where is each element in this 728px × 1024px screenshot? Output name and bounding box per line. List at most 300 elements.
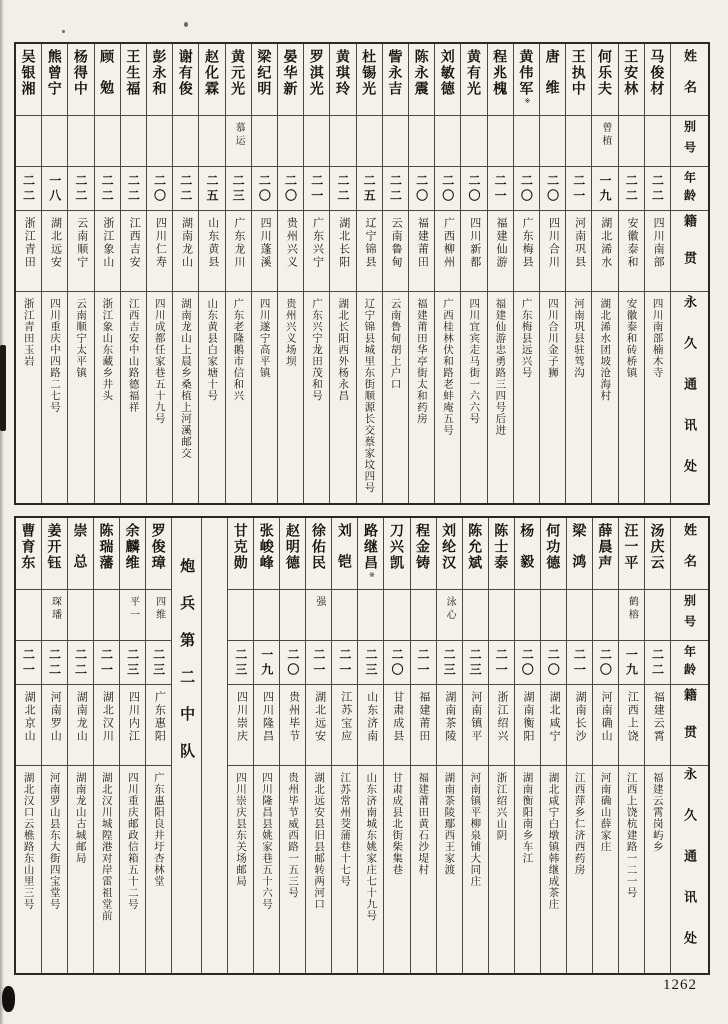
header-native: 籍贯 — [682, 688, 697, 762]
address-cell — [147, 292, 172, 503]
person-name-block — [416, 518, 430, 571]
roster-column — [145, 518, 171, 973]
name-cell — [226, 44, 251, 116]
address-cell — [540, 292, 565, 503]
person-address: 湖北远安县旧县邮转两河口 — [313, 772, 326, 910]
alias-cell — [593, 590, 618, 641]
name-cell — [411, 518, 436, 590]
person-name-block — [364, 518, 378, 579]
person-address: 河南罗山县东大街四宝堂号 — [48, 772, 61, 910]
person-age: 二五 — [204, 173, 219, 204]
roster-table-top — [14, 42, 710, 505]
person-native-place: 福建仙游 — [494, 217, 507, 269]
age-cell — [540, 167, 565, 211]
person-native-place: 江西上饶 — [626, 691, 639, 743]
header-alias-cell — [671, 116, 708, 167]
name-cell — [488, 44, 513, 116]
person-age: 一九 — [624, 647, 639, 678]
age-cell — [384, 641, 409, 685]
person-name: 崇总 — [72, 523, 89, 585]
address-cell — [306, 766, 331, 973]
person-name: 杨得中 — [72, 49, 89, 97]
person-age: 二二 — [335, 173, 350, 204]
alias-cell — [357, 116, 382, 167]
name-cell — [16, 44, 41, 116]
person-native-place: 江西吉安 — [128, 217, 141, 269]
native-place-cell — [409, 211, 434, 292]
name-cell — [358, 518, 383, 590]
name-cell — [304, 44, 329, 116]
age-cell — [592, 167, 617, 211]
header-address-cell — [671, 292, 708, 503]
alias-cell — [515, 590, 540, 641]
age-cell — [42, 641, 67, 685]
native-place-cell — [42, 211, 67, 292]
roster-column — [644, 518, 670, 973]
person-name-block — [100, 44, 114, 111]
native-place-cell — [147, 211, 172, 292]
address-cell — [566, 292, 591, 503]
address-cell — [515, 766, 540, 973]
person-native-place: 浙江青田 — [23, 217, 36, 269]
native-place-cell — [540, 211, 565, 292]
name-cell — [435, 44, 460, 116]
header-native: 籍贯 — [682, 214, 697, 288]
person-native-place: 广东惠阳 — [153, 691, 166, 743]
scan-smudge-bottom-left — [2, 986, 15, 1012]
person-native-place: 云南鲁甸 — [390, 217, 403, 269]
native-place-cell — [278, 211, 303, 292]
address-cell — [409, 292, 434, 503]
alias-cell — [619, 590, 644, 641]
native-place-cell — [280, 685, 305, 766]
person-address: 福建仙游忠勇路三四号后进 — [494, 298, 507, 436]
roster-column — [120, 44, 146, 503]
person-name-block — [338, 518, 352, 585]
native-place-cell — [94, 685, 119, 766]
person-address: 湖南衡阳南乡车江 — [521, 772, 534, 864]
person-age: 二〇 — [520, 647, 535, 678]
person-age: 二三 — [442, 647, 457, 678]
person-name-block — [493, 44, 507, 97]
age-cell — [357, 167, 382, 211]
person-name-block — [598, 44, 612, 97]
alias-cell — [146, 590, 171, 641]
address-cell — [199, 292, 224, 503]
age-cell — [514, 167, 539, 211]
name-cell — [383, 44, 408, 116]
person-age: 二〇 — [546, 647, 561, 678]
alias-cell — [278, 116, 303, 167]
person-name-block — [467, 44, 481, 97]
person-name: 赵化霖 — [203, 49, 220, 97]
address-cell — [173, 292, 198, 503]
person-address: 甘肃成县北街柴集巷 — [391, 772, 404, 876]
person-name-block — [494, 518, 508, 571]
person-name-block — [234, 518, 248, 571]
person-address: 福建云霄岗屿乡 — [651, 772, 664, 853]
person-native-place: 湖北浠水 — [599, 217, 612, 269]
person-name-block — [286, 518, 300, 571]
address-cell — [619, 292, 644, 503]
person-name: 刘铠 — [336, 523, 353, 585]
alias-cell — [199, 116, 224, 167]
person-name-block — [572, 518, 586, 585]
native-place-cell — [411, 685, 436, 766]
alias-cell — [514, 116, 539, 167]
person-age: 二二 — [47, 647, 62, 678]
alias-cell — [541, 590, 566, 641]
alias-cell — [252, 116, 277, 167]
name-cell — [94, 518, 119, 590]
alias-cell — [16, 116, 41, 167]
person-name: 刘敏德 — [439, 49, 456, 97]
person-age: 二二 — [21, 173, 36, 204]
person-address: 湖北浠水团坡沧海村 — [599, 298, 612, 402]
alias-cell — [619, 116, 644, 167]
address-cell — [514, 292, 539, 503]
person-name: 梁纪明 — [256, 49, 273, 97]
person-native-place: 四川蓬溪 — [259, 217, 272, 269]
person-native-place: 湖南茶陵 — [443, 691, 456, 743]
person-name: 陈士泰 — [493, 523, 510, 571]
address-cell — [68, 292, 93, 503]
person-name: 吴银湘 — [20, 49, 37, 97]
native-place-cell — [592, 211, 617, 292]
person-age: 二一 — [99, 647, 114, 678]
age-cell — [383, 167, 408, 211]
person-name: 晏华新 — [282, 49, 299, 97]
age-cell — [306, 641, 331, 685]
person-native-place: 河南巩县 — [573, 217, 586, 269]
address-cell — [593, 766, 618, 973]
alias-cell — [411, 590, 436, 641]
person-name-block — [336, 44, 350, 97]
person-age: 二〇 — [545, 173, 560, 204]
name-cell — [541, 518, 566, 590]
person-age: 二一 — [21, 647, 36, 678]
roster-column — [488, 518, 514, 973]
person-name-block — [126, 44, 140, 97]
person-native-place: 广东梅县 — [521, 217, 534, 269]
roster-column — [277, 44, 303, 503]
person-alias: 强 — [313, 596, 325, 609]
roster-column — [198, 44, 224, 503]
name-cell — [95, 44, 120, 116]
header-age: 年龄 — [682, 644, 697, 681]
address-cell — [16, 766, 41, 973]
person-name-block — [546, 518, 560, 571]
roster-column — [16, 518, 41, 973]
person-name-block — [260, 518, 274, 571]
alias-cell — [330, 116, 355, 167]
person-name: 陈永震 — [413, 49, 430, 97]
person-address: 湖北汉川城隍港对岸雷祖堂前 — [100, 772, 113, 922]
person-native-place: 广东兴宁 — [311, 217, 324, 269]
person-name-block — [153, 44, 167, 97]
address-cell — [68, 766, 93, 973]
name-cell — [147, 44, 172, 116]
native-place-cell — [463, 685, 488, 766]
person-age: 二〇 — [285, 647, 300, 678]
person-native-place: 四川新都 — [468, 217, 481, 269]
person-name: 何乐夫 — [596, 49, 613, 97]
age-cell — [541, 641, 566, 685]
alias-cell — [645, 116, 670, 167]
blank-cell — [202, 518, 227, 973]
name-cell — [228, 518, 253, 590]
roster-column — [41, 518, 67, 973]
person-name-block — [312, 518, 326, 571]
name-cell — [619, 518, 644, 590]
person-name: 顾勉 — [99, 49, 116, 111]
age-cell — [437, 641, 462, 685]
header-address: 永久通讯处 — [682, 295, 697, 500]
section-divider-label: 炮兵第二中队 — [178, 558, 196, 780]
person-address: 四川重庆邮政信箱五十二号 — [126, 772, 139, 910]
name-cell — [514, 44, 539, 116]
alias-cell — [94, 590, 119, 641]
header-address: 永久通讯处 — [682, 767, 697, 972]
roster-column — [514, 518, 540, 973]
person-name-block — [390, 518, 404, 571]
name-cell — [254, 518, 279, 590]
alias-cell — [68, 590, 93, 641]
native-place-cell — [252, 211, 277, 292]
header-name: 姓名 — [682, 48, 697, 111]
age-cell — [120, 641, 145, 685]
person-name-block — [415, 44, 429, 97]
native-place-cell — [645, 211, 670, 292]
person-age: 二一 — [309, 173, 324, 204]
person-age: 二〇 — [466, 173, 481, 204]
roster-column — [357, 518, 383, 973]
person-age: 二一 — [571, 173, 586, 204]
person-address: 湖南龙山上晨乡桑植上河溪邮交 — [179, 298, 192, 459]
native-place-cell — [16, 211, 41, 292]
age-cell — [619, 167, 644, 211]
person-alias: 曾植 — [599, 122, 611, 148]
roster-column — [618, 44, 644, 503]
alias-cell — [540, 116, 565, 167]
address-cell — [592, 292, 617, 503]
roster-column — [539, 44, 565, 503]
native-place-cell — [593, 685, 618, 766]
person-name-block — [598, 518, 612, 571]
age-cell — [593, 641, 618, 685]
address-cell — [489, 766, 514, 973]
address-cell — [228, 766, 253, 973]
age-cell — [461, 167, 486, 211]
person-name: 赵明德 — [284, 523, 301, 571]
name-cell — [461, 44, 486, 116]
person-native-place: 河南罗山 — [49, 691, 62, 743]
name-cell — [489, 518, 514, 590]
age-cell — [515, 641, 540, 685]
person-native-place: 四川南部 — [652, 217, 665, 269]
alias-cell — [489, 590, 514, 641]
person-address: 广东兴宁龙田茂和号 — [311, 298, 323, 402]
address-cell — [619, 766, 644, 973]
address-cell — [95, 292, 120, 503]
person-name-block — [73, 518, 87, 585]
person-age: 二一 — [494, 647, 509, 678]
address-cell — [16, 292, 41, 503]
native-place-cell — [645, 685, 670, 766]
name-cell — [42, 44, 67, 116]
person-name: 程金铸 — [415, 523, 432, 571]
person-address: 江苏常州茭蒲巷十七号 — [339, 772, 352, 887]
address-cell — [488, 292, 513, 503]
person-address: 河南镇平柳泉铺大同庄 — [469, 772, 482, 887]
person-name-block — [442, 518, 456, 571]
person-address: 云南顺宁太平镇 — [75, 298, 88, 379]
alias-cell — [384, 590, 409, 641]
person-native-place: 湖南长沙 — [574, 691, 587, 743]
person-address: 四川隆昌县姚家巷五十六号 — [261, 772, 274, 910]
person-name-block — [22, 44, 36, 97]
roster-column — [146, 44, 172, 503]
person-native-place: 湖北长阳 — [337, 217, 350, 269]
roster-column — [462, 518, 488, 973]
native-place-cell — [228, 685, 253, 766]
person-name: 何功德 — [545, 523, 562, 571]
person-native-place: 湖南衡阳 — [522, 691, 535, 743]
address-cell — [463, 766, 488, 973]
name-cell — [146, 518, 171, 590]
roster-column — [410, 518, 436, 973]
alias-cell — [463, 590, 488, 641]
alias-cell — [254, 590, 279, 641]
person-age: 二二 — [100, 173, 115, 204]
person-native-place: 山东济南 — [365, 691, 378, 743]
roster-column — [331, 518, 357, 973]
person-name-block — [572, 44, 586, 97]
person-age: 二二 — [126, 173, 141, 204]
person-address: 湖南龙山古城邮局 — [74, 772, 87, 864]
name-cell — [173, 44, 198, 116]
age-cell — [228, 641, 253, 685]
person-native-place: 福建云霄 — [652, 691, 665, 743]
person-age: 二一 — [311, 647, 326, 678]
alias-cell — [592, 116, 617, 167]
name-cell — [42, 518, 67, 590]
age-cell — [95, 167, 120, 211]
person-address: 福建莆田黄石沙堤村 — [417, 772, 430, 876]
person-address: 安徽泰和砖桥镇 — [625, 298, 638, 379]
scan-speck — [184, 22, 188, 27]
name-cell — [16, 518, 41, 590]
person-native-place: 江苏宝应 — [339, 691, 352, 743]
person-address: 广西桂林伏和路老蚌庵五号 — [442, 298, 455, 436]
address-cell — [278, 292, 303, 503]
person-native-place: 河南镇平 — [469, 691, 482, 743]
roster-table-bottom — [14, 516, 710, 975]
name-cell — [199, 44, 224, 116]
person-name: 黄琪玲 — [334, 49, 351, 97]
person-name: 罗淇光 — [308, 49, 325, 97]
address-cell — [541, 766, 566, 973]
person-name: 陈允斌 — [467, 523, 484, 571]
age-cell — [16, 641, 41, 685]
age-cell — [226, 167, 251, 211]
name-cell — [68, 518, 93, 590]
address-cell — [332, 766, 357, 973]
person-age: 二三 — [125, 647, 140, 678]
native-place-cell — [68, 685, 93, 766]
name-cell — [515, 518, 540, 590]
person-name-block — [179, 44, 193, 97]
age-cell — [278, 167, 303, 211]
roster-column — [329, 44, 355, 503]
header-name-cell — [671, 518, 708, 590]
person-name-block — [257, 44, 271, 97]
person-name-block — [468, 518, 482, 571]
alias-cell — [147, 116, 172, 167]
person-name-block — [100, 518, 114, 571]
person-name-block — [126, 518, 140, 571]
person-name-block — [519, 44, 533, 105]
name-cell — [540, 44, 565, 116]
person-address: 广东老隆鹅市信和兴 — [232, 298, 245, 402]
name-cell — [357, 44, 382, 116]
header-age-cell — [671, 641, 708, 685]
person-native-place: 贵州兴义 — [285, 217, 298, 269]
person-address: 贵州兴义场坝 — [284, 298, 297, 367]
name-cell — [280, 518, 305, 590]
alias-cell — [488, 116, 513, 167]
header-age: 年龄 — [682, 170, 697, 207]
age-cell — [68, 641, 93, 685]
person-address: 四川南部楠木寺 — [651, 298, 664, 379]
native-place-cell — [121, 211, 146, 292]
roster-column — [225, 44, 251, 503]
person-native-place: 湖北远安 — [313, 691, 326, 743]
address-cell — [42, 292, 67, 503]
roster-column — [41, 44, 67, 503]
native-place-cell — [254, 685, 279, 766]
native-place-cell — [566, 211, 591, 292]
roster-column — [251, 44, 277, 503]
age-cell — [147, 167, 172, 211]
header-age-cell — [671, 167, 708, 211]
name-cell — [252, 44, 277, 116]
header-native-cell — [671, 211, 708, 292]
person-address: 湖北汉口云樵路东山里三号 — [22, 772, 35, 910]
person-age: 二〇 — [440, 173, 455, 204]
name-cell — [121, 44, 146, 116]
person-alias: 鹤榕 — [626, 596, 638, 622]
person-address: 江西萍乡仁济西药房 — [573, 772, 586, 876]
header-column — [670, 44, 708, 503]
native-place-cell — [461, 211, 486, 292]
person-native-place: 湖南龙山 — [180, 217, 193, 269]
address-cell — [226, 292, 251, 503]
person-age: 二二 — [650, 647, 665, 678]
person-address: 湖南茶陵鄢西王家渡 — [443, 772, 456, 876]
alias-cell — [306, 590, 331, 641]
person-address: 贵州毕节威西路一五三号 — [287, 772, 300, 899]
name-cell — [645, 44, 670, 116]
native-place-cell — [226, 211, 251, 292]
page-number: 1262 — [663, 977, 697, 993]
person-address: 湖北咸宁白墩镇韩继成茶庄 — [547, 772, 560, 910]
person-address: 广东梅县远兴号 — [520, 298, 533, 379]
name-cell — [332, 518, 357, 590]
person-age: 二〇 — [257, 173, 272, 204]
address-cell — [120, 766, 145, 973]
person-native-place: 贵州毕节 — [287, 691, 300, 743]
